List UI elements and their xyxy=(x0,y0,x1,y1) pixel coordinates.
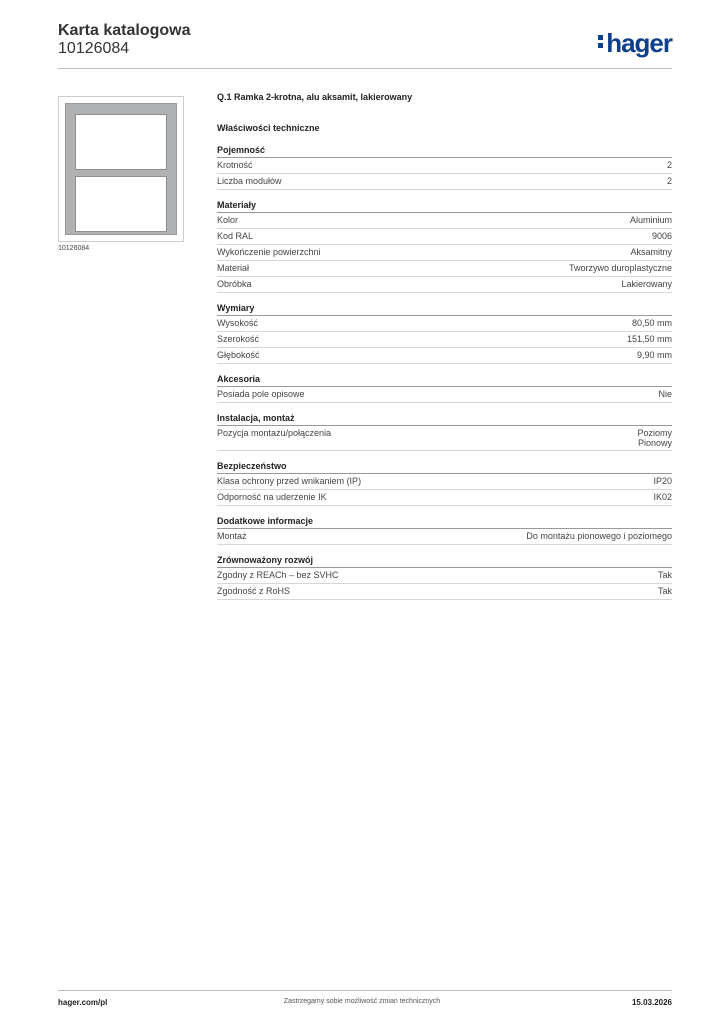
section-pojemnosc xyxy=(217,145,672,190)
row-value: Lakierowany xyxy=(621,279,672,289)
document-title: Karta katalogowa xyxy=(58,22,191,39)
row-label: Pozycja montażu/połączenia xyxy=(217,428,332,438)
row-value: Aluminium xyxy=(629,215,672,225)
table-row xyxy=(217,474,672,490)
table-row xyxy=(217,316,672,332)
section-wymiary xyxy=(217,303,672,364)
row-label: Klasa ochrony przed wnikaniem (IP) xyxy=(217,476,362,486)
section-title: Zrównoważony rozwój xyxy=(217,555,672,568)
row-label: Posiada pole opisowe xyxy=(217,389,305,399)
table-row xyxy=(217,387,672,403)
document-number: 10126084 xyxy=(58,40,130,57)
row-value: 9006 xyxy=(651,231,672,241)
row-value: Tak xyxy=(657,586,672,596)
product-name: Q.1 Ramka 2-krotna, alu aksamit, lakierowany xyxy=(217,92,413,102)
row-label: Wysokość xyxy=(217,318,258,328)
row-value: 2 xyxy=(666,176,672,186)
hager-logo xyxy=(598,28,672,59)
table-row xyxy=(217,529,672,545)
row-value: 151,50 mm xyxy=(626,334,672,344)
section-akcesoria xyxy=(217,374,672,403)
section-bezpieczenstwo xyxy=(217,461,672,506)
row-label: Krotność xyxy=(217,160,253,170)
footer-disclaimer: Zastrzegamy sobie możliwość zmian technicznych xyxy=(283,998,441,1005)
row-label: Zgodność z RoHS xyxy=(217,586,291,596)
section-zrownowazony-rozwoj xyxy=(217,555,672,600)
section-title: Dodatkowe informacje xyxy=(217,516,672,529)
section-title: Pojemność xyxy=(217,145,672,158)
section-title: Bezpieczeństwo xyxy=(217,461,672,474)
table-row xyxy=(217,261,672,277)
section-dodatkowe-informacje xyxy=(217,516,672,545)
row-value: Tak xyxy=(657,570,672,580)
row-label: Montaż xyxy=(217,531,247,541)
table-row xyxy=(217,584,672,600)
row-value: Aksamitny xyxy=(630,247,672,257)
row-label: Obróbka xyxy=(217,279,252,289)
table-row xyxy=(217,213,672,229)
table-row xyxy=(217,332,672,348)
section-materialy xyxy=(217,200,672,293)
row-label: Głębokość xyxy=(217,350,260,360)
table-row xyxy=(217,229,672,245)
section-title: Materiały xyxy=(217,200,672,213)
table-row xyxy=(217,277,672,293)
section-instalacja xyxy=(217,413,672,451)
header-divider xyxy=(58,68,672,69)
row-label: Liczba modułów xyxy=(217,176,282,186)
footer-date: 15.03.2026 xyxy=(631,998,672,1007)
section-title: Akcesoria xyxy=(217,374,672,387)
table-row xyxy=(217,348,672,364)
spec-heading: Właściwości techniczne xyxy=(217,123,320,133)
table-row xyxy=(217,245,672,261)
row-value: 2 xyxy=(666,160,672,170)
row-value: 80,50 mm xyxy=(631,318,672,328)
table-row xyxy=(217,174,672,190)
product-image xyxy=(58,96,184,242)
row-label: Odporność na uderzenie IK xyxy=(217,492,327,502)
frame-window-top xyxy=(75,114,167,170)
row-label: Wykończenie powierzchni xyxy=(217,247,321,257)
frame-window-bottom xyxy=(75,176,167,232)
footer-website-link[interactable]: hager.com/pl xyxy=(58,998,108,1007)
row-value: Tworzywo duroplastyczne xyxy=(568,263,672,273)
row-value: Nie xyxy=(658,389,672,399)
row-value: Do montażu pionowego i poziomego xyxy=(526,531,672,541)
table-row xyxy=(217,490,672,506)
section-title: Instalacja, montaż xyxy=(217,413,672,426)
logo-colon-icon xyxy=(598,32,606,51)
row-value: Pionowy xyxy=(637,438,672,448)
row-value: 9,90 mm xyxy=(636,350,672,360)
row-label: Szerokość xyxy=(217,334,260,344)
double-frame-icon xyxy=(65,103,177,235)
section-title: Wymiary xyxy=(217,303,672,316)
spec-content xyxy=(217,92,672,600)
row-value: Poziomy xyxy=(637,428,672,438)
row-label: Kolor xyxy=(217,215,239,225)
logo-text: hager xyxy=(606,28,672,58)
image-caption: 10126084 xyxy=(58,245,90,252)
row-value: IK02 xyxy=(653,492,672,502)
table-row xyxy=(217,158,672,174)
table-row xyxy=(217,568,672,584)
page-header xyxy=(58,20,672,68)
row-label: Materiał xyxy=(217,263,250,273)
table-row xyxy=(217,426,672,451)
footer-divider xyxy=(58,990,672,991)
row-label: Kod RAL xyxy=(217,231,254,241)
row-value-multi xyxy=(637,428,672,448)
row-value: IP20 xyxy=(653,476,672,486)
row-label: Zgodny z REACh – bez SVHC xyxy=(217,570,339,580)
